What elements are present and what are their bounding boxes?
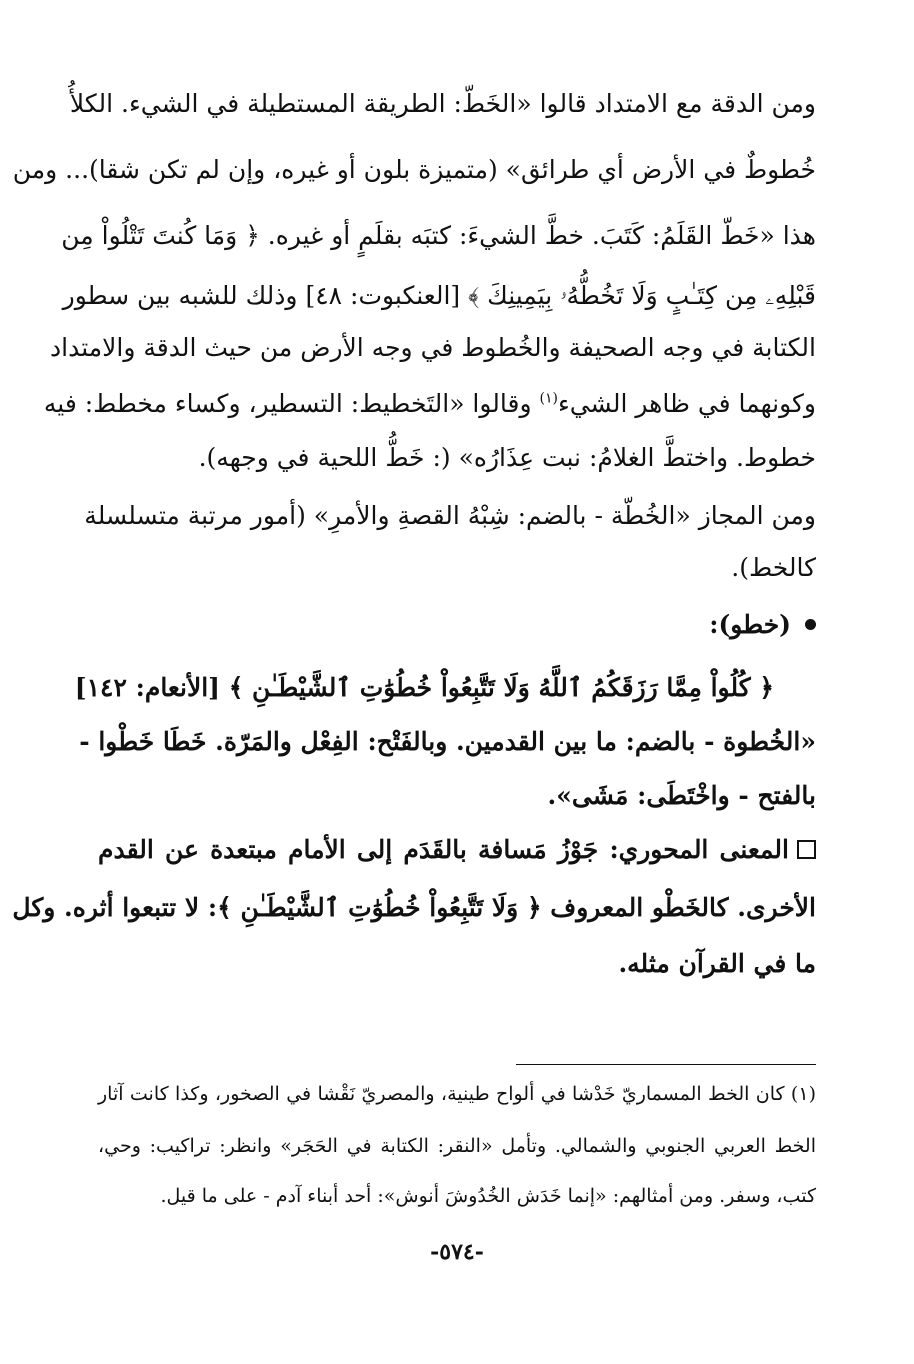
quran-verse: ﴿ كُلُواْ مِمَّا رَزَقَكُمُ ٱللَّهُ وَلَا تَتَّبِعُواْ خُطُوَٰتِ ٱلشَّيْطَـٰنِ ﴾ [الأنعام: ١٤٢]	[74, 673, 774, 702]
footnote-line-3: كتب، وسفر. ومن أمثالهم: «إنما خَدَش الخُدُوشَ أنوش»: أحد أبناء آدم - على ما قيل.	[160, 1185, 816, 1207]
paragraph-1-line-1: ومن الدقة مع الامتداد قالوا «الخَطّ: الطريقة المستطيلة في الشيء. الكلأُ	[69, 89, 816, 118]
root-heading-text: (خطو):	[709, 609, 791, 639]
footnote-divider	[516, 1064, 816, 1065]
paragraph-1-line-5: الكتابة في وجه الصحيفة والخُطوط في وجه الأرض من حيث الدقة والامتداد	[50, 333, 816, 362]
paragraph-2-line-1: ومن المجاز «الخُطّة - بالضم: شِبْهُ القصةِ والأمرِ» (أمور مرتبة متسلسلة	[84, 501, 816, 530]
meaning-line-2: الأخرى. كالخَطْو المعروف ﴿ وَلَا تَتَّبِعُواْ خُطُوَٰتِ ٱلشَّيْطَـٰنِ ﴾: لا تتبعوا أثره. وكل	[12, 893, 816, 922]
paragraph-1-line-4: قَبْلِهِۦ مِن كِتَـٰبٍ وَلَا تَخُطُّهُۥ بِيَمِينِكَ ﴾ [العنكبوت: ٤٨] وذلك للشبه بين سطور	[62, 281, 816, 310]
paragraph-1-line-6-end: وقالوا «التَخطيط: التسطير، وكساء مخطط: فيه	[43, 389, 540, 418]
bullet-dot-icon	[805, 619, 816, 630]
definition-line-2: بالفتح - واخْتَطَى: مَشَى».	[547, 781, 816, 810]
paragraph-1-line-2: خُطوطٌ في الأرض أي طرائق» (متميزة بلون أو غيره، وإن لم تكن شقا)... ومن	[12, 155, 816, 184]
paragraph-1-line-6	[43, 384, 816, 424]
footnote-line-1: (١) كان الخط المسماريّ خَدْشا في ألواح طينية، والمصريّ نَقْشا في الصخور، وكذا كانت آثار	[98, 1083, 816, 1105]
footnote-line-2: الخط العربي الجنوبي والشمالي. وتأمل «النقر: الكتابة في الحَجَر» وانظر: تراكيب: وحي،	[98, 1135, 816, 1157]
meaning-line-1-text: جَوْزُ مَسافة بالقَدَم إلى الأمام مبتعدة عن القدم	[98, 835, 610, 864]
paragraph-1-line-7: خطوط. واختطَّ الغلامُ: نبت عِذَارُه» (: خَطُّ اللحية في وجهه).	[198, 443, 816, 472]
meaning-label: المعنى المحوري:	[609, 835, 789, 864]
page-number: -٥٧٤-	[430, 1239, 484, 1265]
footnote-reference: (١)	[539, 390, 558, 407]
paragraph-1-line-3: هذا «خَطّ القَلَمُ: كَتَبَ. خطَّ الشيءَ: كتبَه بقلَمٍ أو غيره. ﴿ وَمَا كُنتَ تَتْلُواْ مِن	[61, 221, 816, 250]
paragraph-1-line-6-start: وكونهما في ظاهر الشيء	[557, 389, 816, 418]
meaning-line-1	[98, 830, 816, 870]
definition-line-1: «الخُطوة - بالضم: ما بين القدمين. وبالفَتْح: الفِعْل والمَرّة. خَطَا خَطْوا -	[79, 727, 816, 756]
square-outline-icon	[797, 840, 816, 859]
paragraph-2-line-2: كالخط).	[731, 553, 816, 582]
meaning-line-3: ما في القرآن مثله.	[618, 949, 816, 978]
root-heading	[709, 604, 816, 644]
